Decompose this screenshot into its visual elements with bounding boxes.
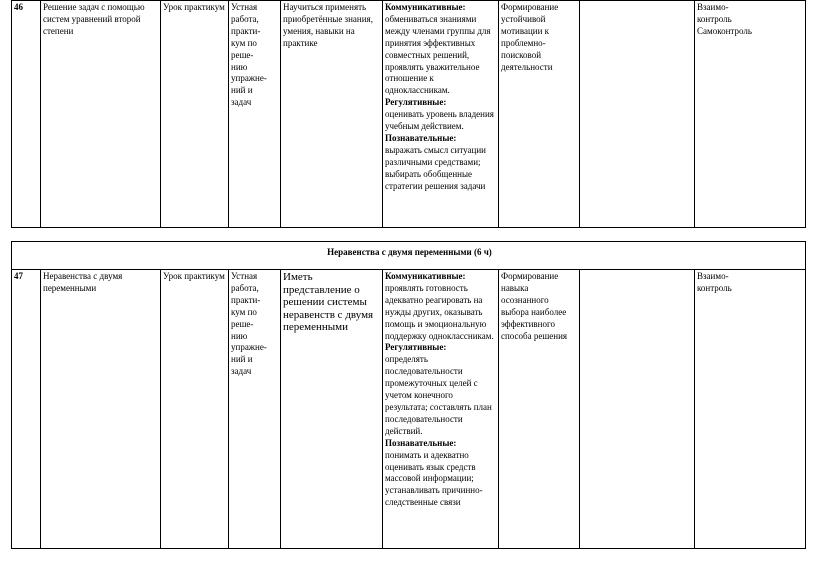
uud-text: проявлять готовность адекватно реагировать на нужды других, оказывать помощь и эмоциональную поддержку одноклассникам. [385,282,494,341]
activities: Устная работа, практи- кум по реше- нию упражне- ний и задач [229,1,281,227]
lesson-topic: Неравенства с двумя переменными [41,270,161,548]
personal-results: Формирование устойчивой мотивации к проблемно-поисковой деятельности [499,1,580,227]
uud-heading: Регулятивные: [385,97,447,108]
subject-results: Иметь представление о решении системы неравенств с двумя переменными [281,270,383,548]
extra-cell [580,270,695,548]
uud-text: выражать смысл ситуации различными средствами; выбирать обобщенные стратегии решения задачи [385,144,486,191]
section-header-row [11,241,806,270]
lesson-number: 47 [12,270,41,548]
uud-heading: Регулятивные: [385,342,447,353]
personal-results: Формирование навыка осознанного выбора наиболее эффективного способа решения [499,270,580,548]
activities: Устная работа, практи- кум по реше- нию упражне- ний и задач [229,270,281,548]
uud-text: определять последовательности промежуточных целей с учетом конечного результата; составлять план последовательности действий. [385,354,492,436]
uud-heading: Познавательные: [385,437,457,448]
uud-text: понимать и адекватно оценивать язык средств массовой информации; устанавливать причинно-следственные связи [385,449,483,508]
extra-cell [580,1,695,227]
subject-results: Научиться применять приобретённые знания, умения, навыки на практике [281,1,383,227]
uud-heading: Коммуникативные: [385,2,466,12]
section-title: Неравенства с двумя переменными (6 ч) [327,247,492,257]
table-row [11,269,806,549]
control-type: Взаимо- контроль Самоконтроль [697,2,752,36]
uud-text: оценивать уровень владения учебным действием. [385,109,494,132]
lesson-number: 46 [12,1,41,227]
table-row [11,0,806,228]
uud-heading: Познавательные: [385,132,457,143]
uud-cell [383,270,499,548]
control-type: Взаимо- контроль [697,271,732,293]
lesson-topic: Решение задач с помощью систем уравнений второй степени [41,1,161,227]
uud-cell [383,1,499,227]
uud-text: обмениваться знаниями между членами группы для принятия эффективных совместных решений, проявлять уважительное отношение к одноклассникам. [385,13,491,96]
uud-heading: Коммуникативные: [385,271,466,281]
lesson-type: Урок практикум [161,1,229,227]
lesson-type: Урок практикум [161,270,229,548]
